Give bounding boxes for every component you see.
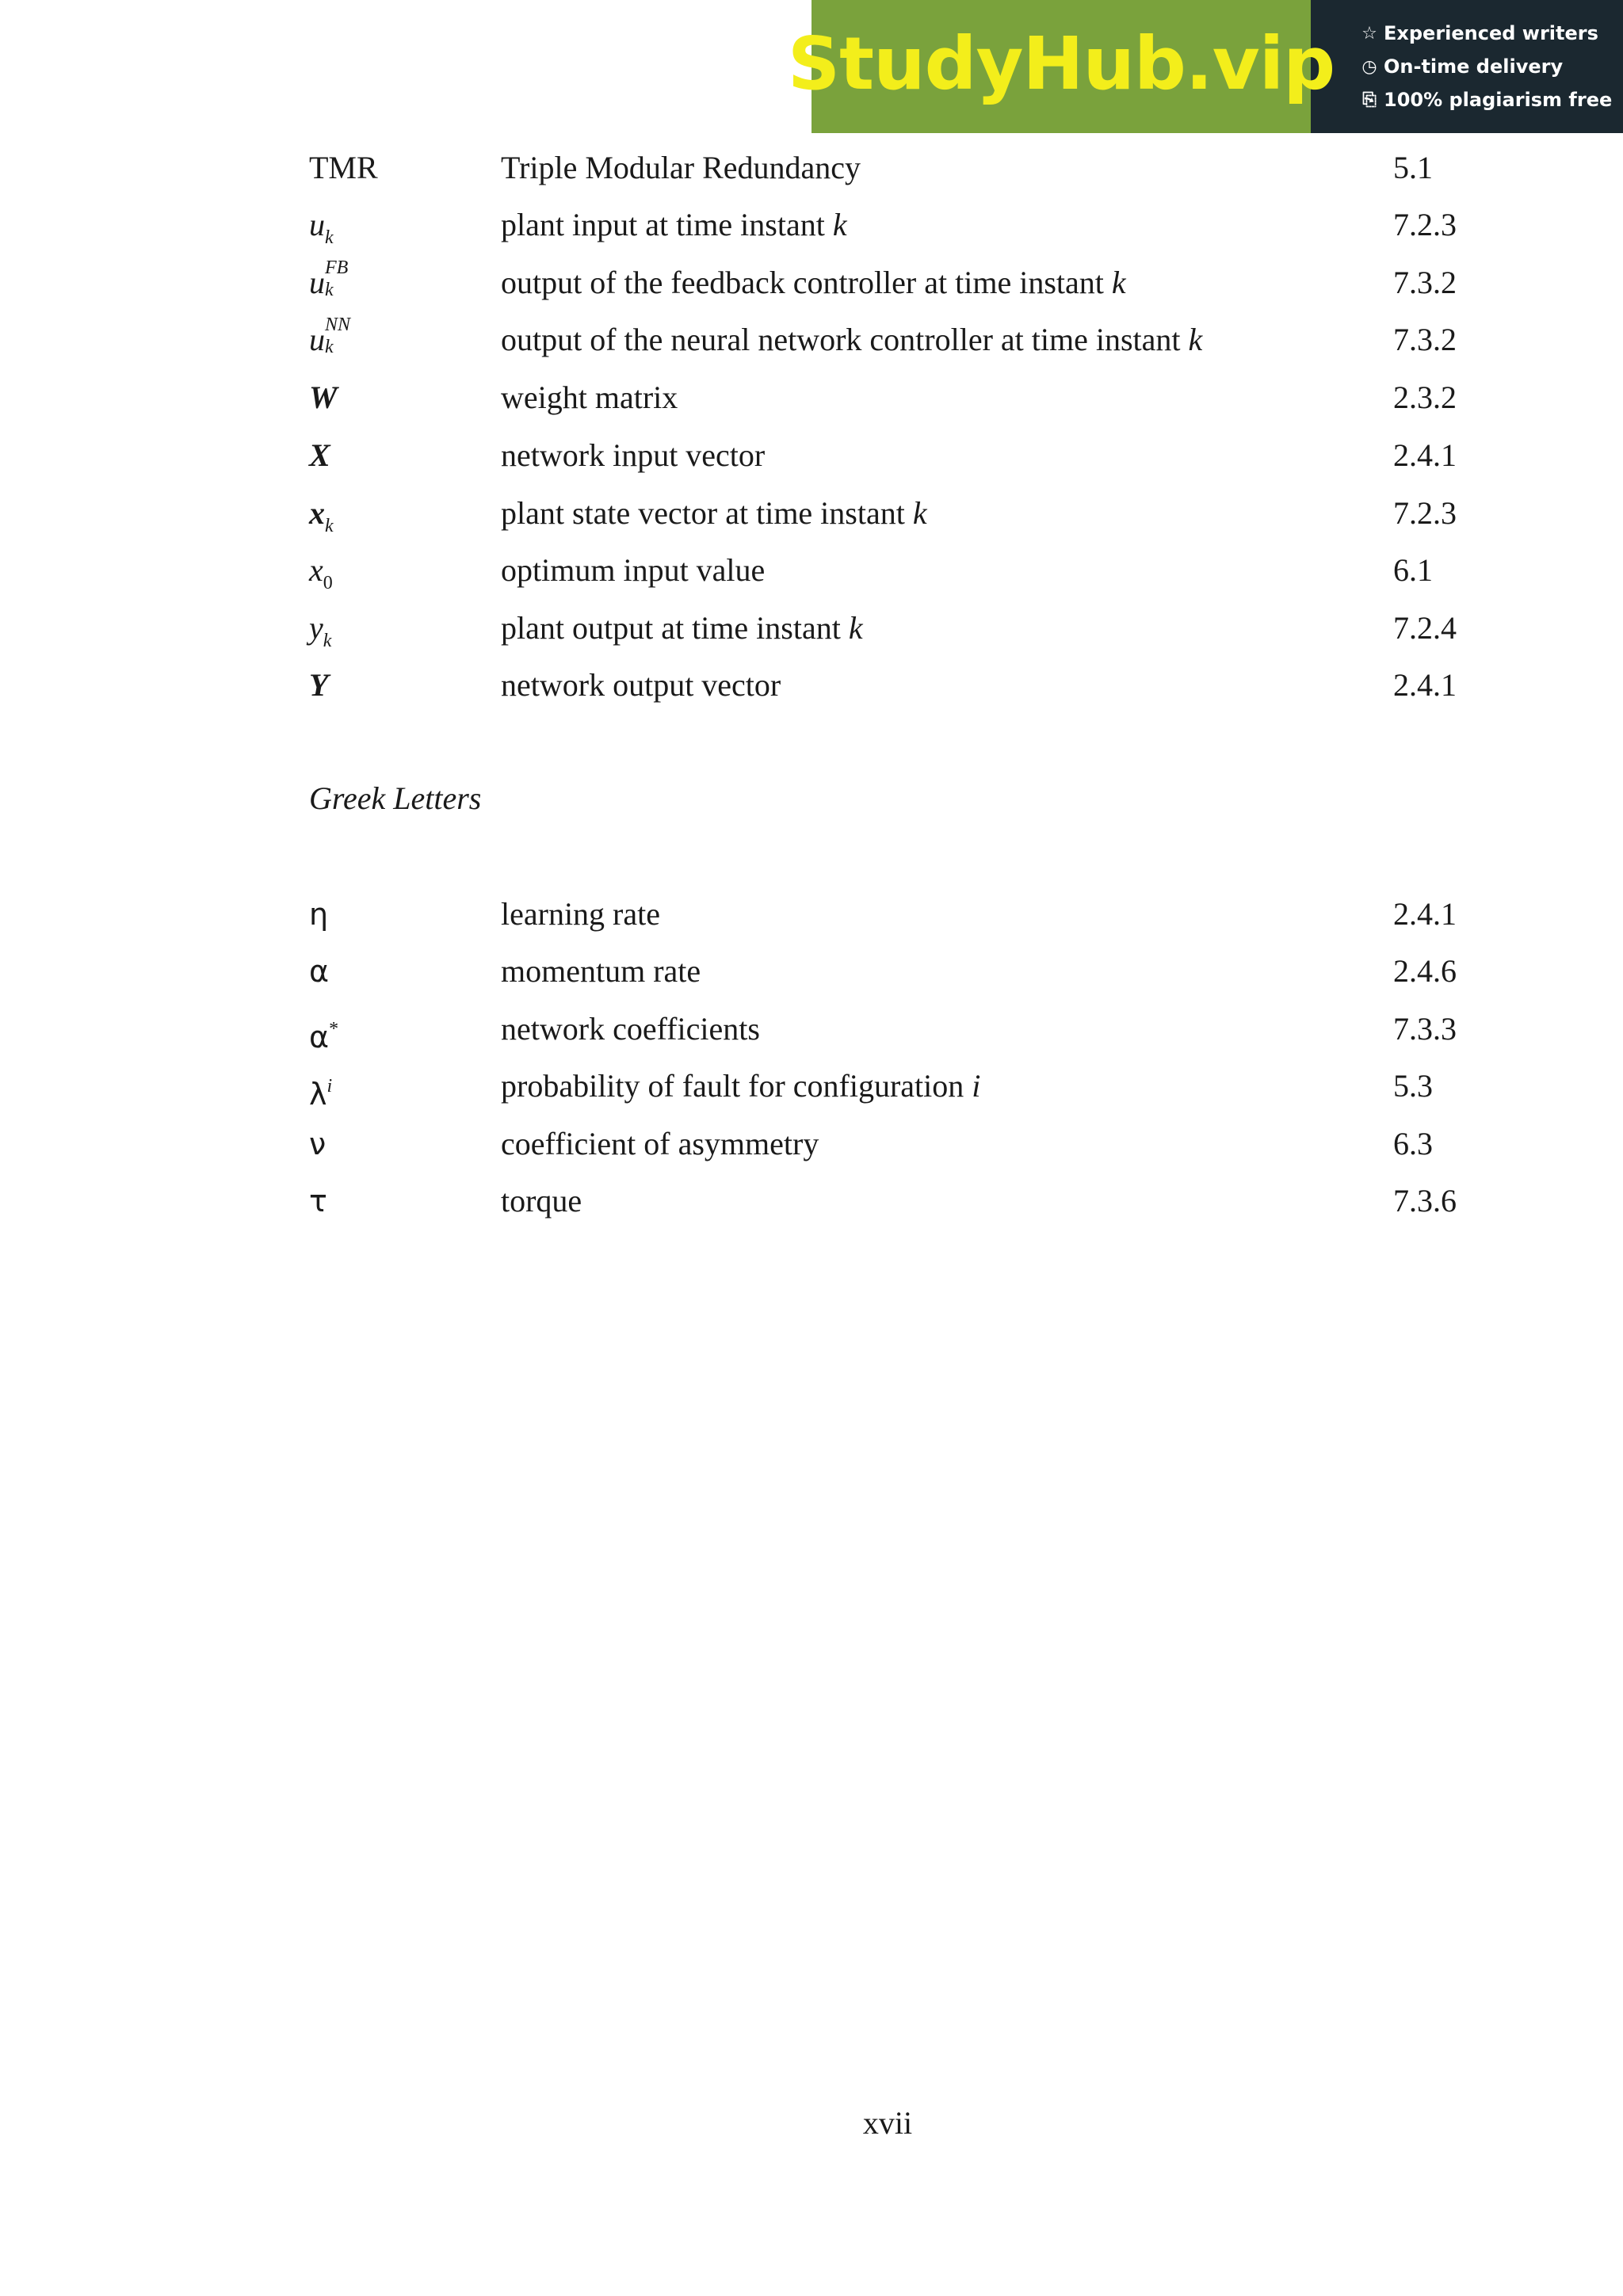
description: output of the neural network controller at time instant k [501, 322, 1203, 357]
feature-label: 100% plagiarism free [1384, 89, 1613, 111]
clock-icon: ◷ [1361, 56, 1377, 77]
description: torque [501, 1183, 582, 1219]
nomenclature-row [309, 605, 1458, 652]
section-ref: 2.4.1 [1393, 896, 1457, 932]
section-ref: 7.3.2 [1393, 322, 1457, 357]
star-icon: ☆ [1361, 23, 1377, 44]
symbol: α [309, 954, 330, 989]
feature-on-time-delivery [1360, 55, 1623, 78]
greek-letters-heading: Greek Letters [309, 780, 482, 816]
description: momentum rate [501, 953, 701, 989]
feature-label: Experienced writers [1384, 22, 1598, 44]
copy-icon: ⎘ [1362, 90, 1377, 110]
section-ref: 6.3 [1393, 1126, 1433, 1161]
nomenclature-row [309, 374, 1458, 421]
section-ref: 7.3.6 [1393, 1183, 1457, 1219]
description: learning rate [501, 896, 660, 932]
symbol: X [309, 437, 330, 473]
description: network output vector [501, 667, 781, 703]
nomenclature-row [309, 662, 1458, 709]
description: network input vector [501, 437, 766, 473]
section-ref: 2.4.1 [1393, 667, 1457, 703]
feature-experienced-writers [1360, 22, 1623, 44]
banner-features-panel [1311, 0, 1623, 133]
description: plant state vector at time instant k [501, 495, 927, 531]
section-ref: 7.3.3 [1393, 1011, 1457, 1047]
feature-plagiarism-free [1360, 89, 1623, 111]
description: coefficient of asymmetry [501, 1126, 819, 1161]
symbol: τ [309, 1184, 327, 1219]
symbol: u NN k [309, 315, 351, 357]
description: probability of fault for configuration i [501, 1068, 981, 1104]
symbol: ν [309, 1127, 327, 1161]
symbol: $x_k$ [309, 495, 334, 536]
description: Triple Modular Redundancy [501, 150, 861, 185]
description: optimum input value [501, 552, 766, 588]
greek-row [309, 948, 1458, 995]
symbol: α* [309, 1019, 339, 1055]
greek-row [309, 1062, 1458, 1110]
nomenclature-row [309, 547, 1458, 594]
section-ref: 2.4.1 [1393, 437, 1457, 473]
symbol: W [309, 379, 338, 415]
section-ref: 7.2.4 [1393, 610, 1457, 646]
symbol: $u_k$ [309, 207, 334, 248]
nomenclature-row [309, 316, 1458, 364]
greek-row [309, 891, 1458, 938]
description: plant output at time instant k [501, 610, 863, 646]
nomenclature-row [309, 201, 1458, 249]
description: network coefficients [501, 1011, 760, 1047]
studyhub-logo: StudyHub.vip [787, 21, 1335, 106]
section-ref: 7.2.3 [1393, 495, 1457, 531]
section-ref: 2.4.6 [1393, 953, 1457, 989]
section-ref: 7.3.2 [1393, 265, 1457, 300]
banner-logo-panel [787, 0, 1335, 133]
section-ref: 7.2.3 [1393, 207, 1457, 242]
section-ref: 6.1 [1393, 552, 1433, 588]
symbol: η [309, 897, 329, 932]
description: weight matrix [501, 379, 678, 415]
page-number: xvii [862, 2105, 913, 2141]
nomenclature-row [309, 432, 1458, 479]
description: output of the feedback controller at time instant k [501, 265, 1126, 300]
feature-label: On-time delivery [1384, 55, 1564, 78]
symbol: $x_0$ [309, 552, 333, 593]
symbol: u FB k [309, 257, 349, 300]
studyhub-banner[interactable] [787, 0, 1623, 133]
greek-row [309, 1177, 1458, 1225]
description: plant input at time instant k [501, 207, 847, 242]
symbol: $y_k$ [309, 610, 332, 651]
symbol: Y [309, 667, 329, 703]
symbol: $\lambda^i$ [309, 1076, 333, 1112]
section-ref: 5.3 [1393, 1068, 1433, 1104]
section-ref: 2.3.2 [1393, 379, 1457, 415]
nomenclature-row [309, 259, 1458, 307]
greek-row [309, 1005, 1458, 1053]
nomenclature-row [309, 490, 1458, 537]
nomenclature-row [309, 144, 1458, 192]
section-ref: 5.1 [1393, 150, 1433, 185]
symbol: TMR [309, 150, 378, 185]
greek-row [309, 1120, 1458, 1168]
